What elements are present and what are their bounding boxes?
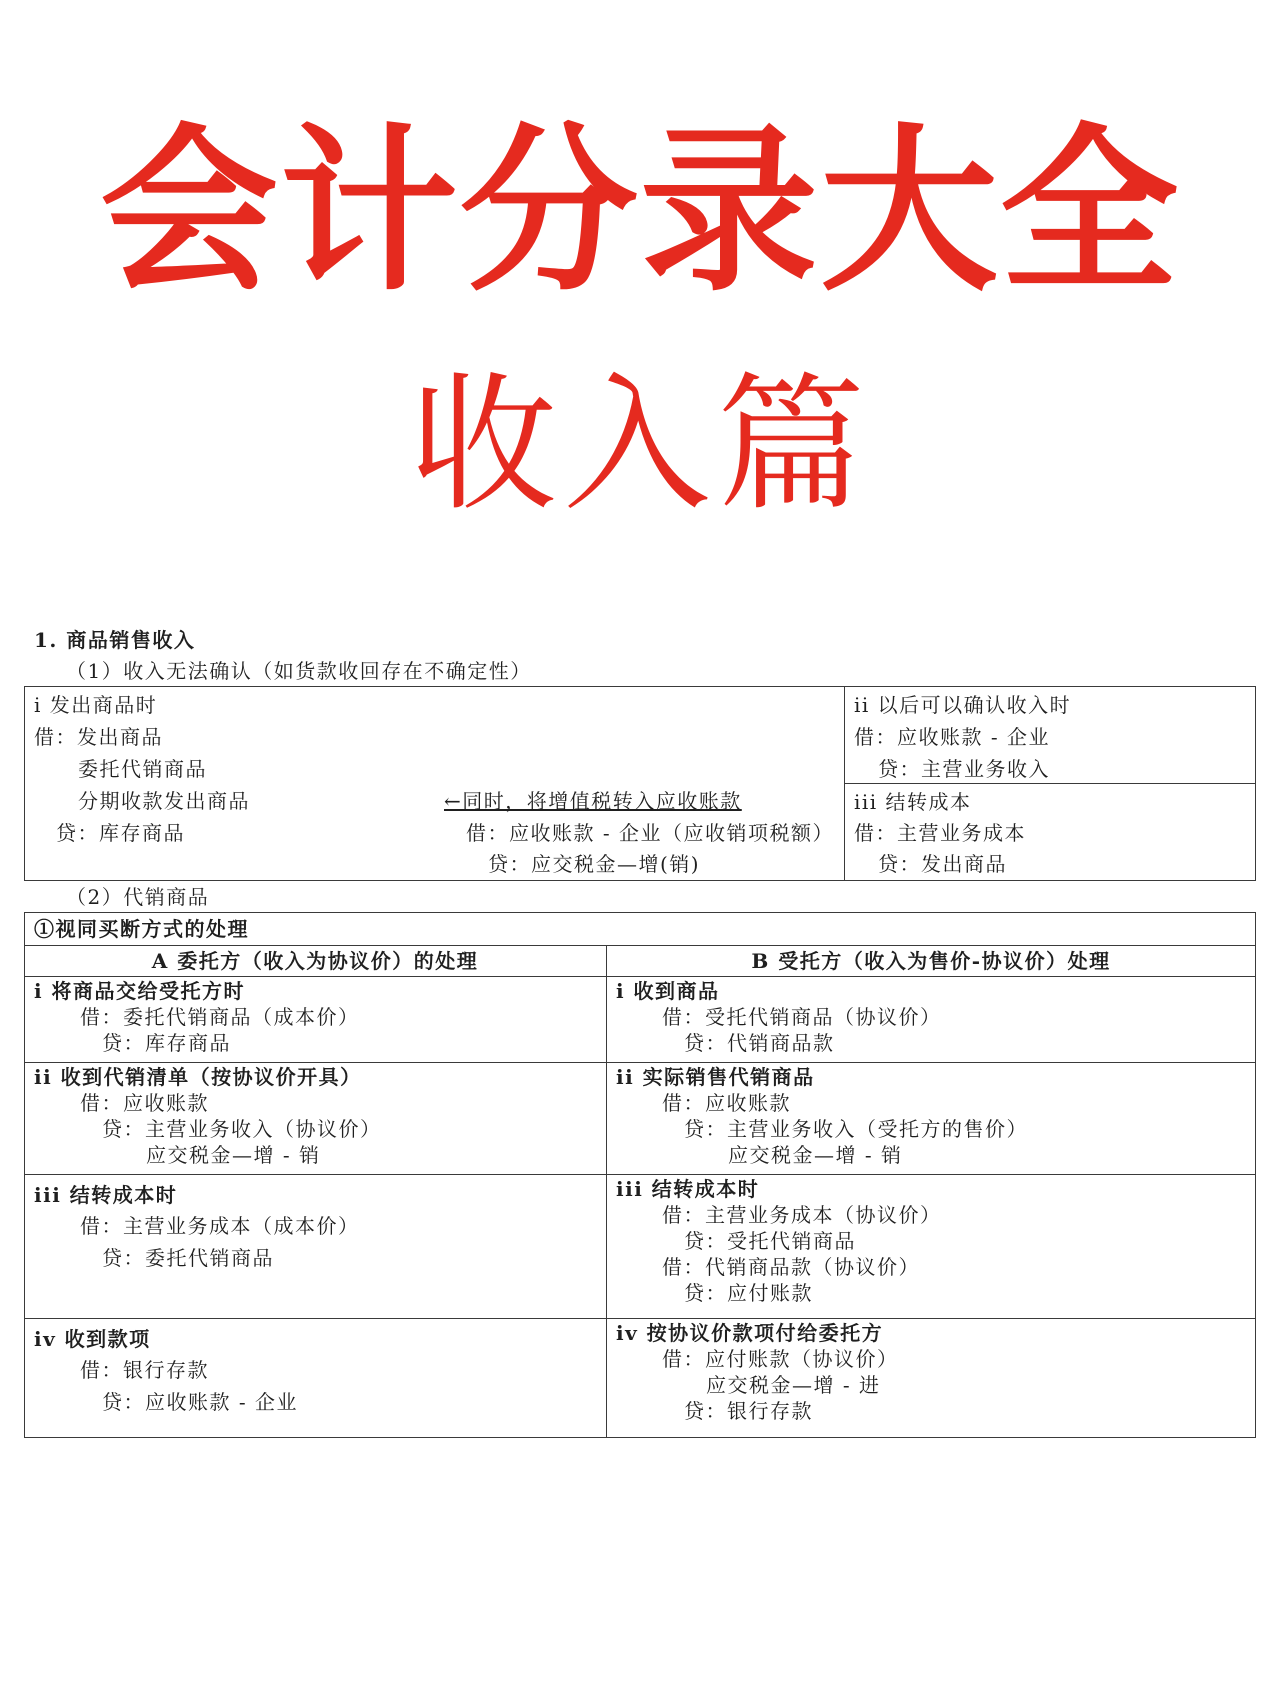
entry-line: 应交税金—增 - 销 — [146, 1143, 321, 1167]
part1-right-divider — [844, 783, 1256, 784]
entry-line: 分期收款发出商品 — [78, 789, 250, 813]
part1-left-title: i 发出商品时 — [34, 693, 158, 717]
row-title: i 将商品交给受托方时 — [34, 979, 246, 1003]
table-row — [616, 1176, 942, 1306]
entry-line: 借：应收账款 — [662, 1091, 791, 1115]
table-row — [34, 1064, 382, 1168]
column-header-b: B 受托方（收入为售价-协议价）处理 — [751, 949, 1111, 973]
entry-line: 借：委托代销商品（成本价） — [80, 1005, 360, 1029]
entry-line: 借：主营业务成本（协议价） — [662, 1203, 942, 1227]
table-line — [24, 1062, 1256, 1063]
entry-line: 借：银行存款 — [80, 1358, 209, 1382]
table-row — [616, 978, 942, 1056]
table-row — [34, 978, 360, 1056]
table-column-divider — [606, 945, 607, 1438]
row-title: ii 实际销售代销商品 — [616, 1065, 815, 1089]
table-row — [616, 1320, 899, 1424]
table-row — [34, 1180, 360, 1274]
part1-heading: （1）收入无法确认（如货款收回存在不确定性） — [66, 659, 532, 683]
entry-line: 委托代销商品 — [78, 757, 207, 781]
column-header-a: A 委托方（收入为协议价）的处理 — [151, 949, 479, 973]
row-title: ii 收到代销清单（按协议价开具） — [34, 1065, 362, 1089]
row-title: iv 按协议价款项付给委托方 — [616, 1321, 884, 1345]
entry-line: 贷：库存商品 — [56, 821, 185, 845]
table-line — [24, 945, 1256, 946]
entry-line: 借：代销商品款（协议价） — [662, 1255, 920, 1279]
entry-line: 贷：受托代销商品 — [684, 1229, 856, 1253]
entry-line: 贷：主营业务收入 — [878, 757, 1050, 781]
table-title: ①视同买断方式的处理 — [34, 917, 249, 941]
entry-line: 贷：银行存款 — [684, 1399, 813, 1423]
entry-line: 借：主营业务成本（成本价） — [80, 1214, 360, 1238]
entry-line: 借：发出商品 — [34, 725, 163, 749]
entry-line: 贷：委托代销商品 — [102, 1246, 274, 1270]
row-title: iv 收到款项 — [34, 1327, 151, 1351]
entry-line: 贷：代销商品款 — [684, 1031, 835, 1055]
table-row — [34, 1324, 298, 1418]
part1-right-top-title: ii 以后可以确认收入时 — [854, 693, 1072, 717]
entry-line: 借：应收账款 - 企业（应收销项税额） — [466, 821, 834, 845]
entry-line: 贷：发出商品 — [878, 852, 1007, 876]
row-title: i 收到商品 — [616, 979, 720, 1003]
entry-line: 借：受托代销商品（协议价） — [662, 1005, 942, 1029]
entry-line: 借：应付账款（协议价） — [662, 1347, 899, 1371]
section-heading: 1. 商品销售收入 — [34, 628, 196, 652]
part2-heading: （2）代销商品 — [66, 885, 210, 909]
entry-line: 贷：应付账款 — [684, 1281, 813, 1305]
table-row — [616, 1064, 1028, 1168]
entry-line: 应交税金—增 - 进 — [706, 1373, 881, 1397]
table-line — [24, 1174, 1256, 1175]
entry-line: 借：应收账款 - 企业 — [854, 725, 1050, 749]
entry-line: 贷：库存商品 — [102, 1031, 231, 1055]
entry-line: 借：主营业务成本 — [854, 821, 1026, 845]
table-line — [24, 976, 1256, 977]
part1-right-bottom-title: iii 结转成本 — [854, 790, 972, 814]
page-subtitle: 收入篇 — [409, 359, 871, 531]
table-line — [24, 1318, 1256, 1319]
row-title: iii 结转成本时 — [616, 1177, 760, 1201]
vat-note: ←同时，将增值税转入应收账款 — [444, 789, 742, 813]
entry-line: 应交税金—增 - 销 — [728, 1143, 903, 1167]
entry-line: 贷：应收账款 - 企业 — [102, 1390, 298, 1414]
entry-line: 贷：主营业务收入（受托方的售价） — [684, 1117, 1028, 1141]
entry-line: 借：应收账款 — [80, 1091, 209, 1115]
page-title: 会计分录大全 — [100, 108, 1180, 315]
entry-line: 贷：主营业务收入（协议价） — [102, 1117, 382, 1141]
row-title: iii 结转成本时 — [34, 1183, 178, 1207]
entry-line: 贷：应交税金—增(销) — [488, 852, 701, 876]
